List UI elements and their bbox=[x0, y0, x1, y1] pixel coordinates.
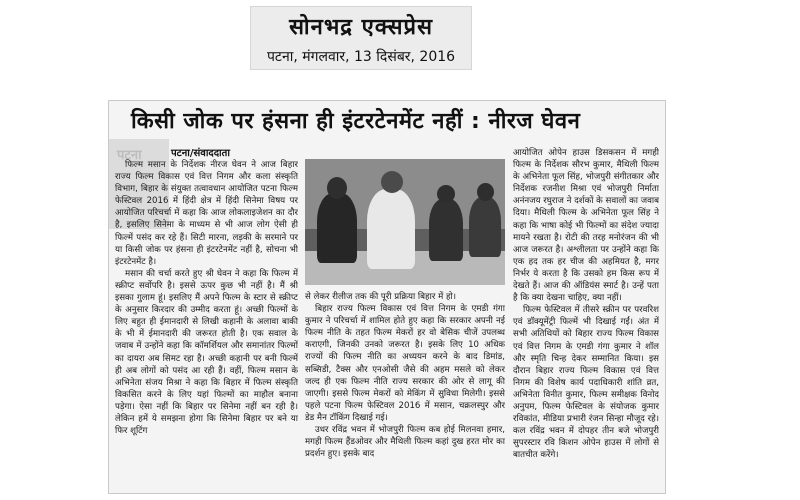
article-column-3 bbox=[513, 147, 659, 489]
newspaper-name: सोनभद्र एक्सप्रेस bbox=[289, 15, 433, 40]
photo-person bbox=[317, 193, 357, 263]
paragraph: बिहार राज्य फिल्म विकास एवं वित्त निगम के एमडी गंगा कुमार ने परिचर्चा में शामिल होते हुए कहा कि सरकार अपनी नई फिल्म नीति के तहत फिल्म मेकरों हर वो बेसिक चीजें उपलब्ध कराएगी, जिनकी उनको जरूरत है। इसके लिए 10 अधिक राज्यों की फिल्म नीति का अध्ययन करने के बाद डिमांड, सब्सिडी, टैक्स और एनओसी जैसे की अहम मसले को लेकर जल्द ही एक फिल्म नीति राज्य सरकार की ओर से लागू की जाएगी। इससे फिल्म मेकरों को मेकिंग में सुविधा मिलेगी। इससे पहले पटना फिल्म फेस्टिवल 2016 में मसान, चक्रलस्पुर और डेड मैन टॉकिंग दिखाई गई। bbox=[305, 304, 505, 423]
paragraph: आयोजित ओपेन हाउस डिसकसन में मगही फिल्म के निर्देशक सौरभ कुमार, मैथिली फिल्म के अभिनेता फूल सिंह, भोजपुरी संगीतकार और निर्देशक रजनीश मिश्रा एवं भोजपुरी निर्माता अनंनजय रघुराज ने दर्शकों के सवालों का जवाब दिया। मैथिली फिल्म के अभिनेता फूल सिंह ने कहा कि भाषा कोई भी फिल्मों का संदेश ज्यादा मायने रखता है। रोटी की तरह मनोरंजन की भी आज जरूरत है। अश्लीलता पर उन्होंने कहा कि एक हद तक हर चीज की अहमियत है, मगर निर्भर ये करता है कि उसको हम किस रूप में देखते हैं। आज की ऑडियंस स्मार्ट है। उन्हें पता है कि क्या देखना चाहिए, क्या नहीं। bbox=[513, 148, 659, 304]
photo-person bbox=[469, 197, 501, 257]
newspaper-masthead bbox=[250, 6, 472, 70]
photo-person bbox=[367, 189, 415, 269]
photo-person-head bbox=[327, 177, 347, 199]
paragraph: उधर रविंद्र भवन में भोजपुरी फिल्म कब होई मिलनवा हमार, मगही फिल्म हैंडओवर और मैथिली फिल्म कहां दुख हरत मोर का प्रदर्शन हुए। इसके बाद bbox=[305, 425, 505, 460]
article-byline: पटना/संवाददाता bbox=[171, 148, 230, 159]
article-headline: किसी जोक पर हंसना ही इंटरटेनमेंट नहीं : नीरज घेवन bbox=[131, 109, 581, 134]
article-column-1 bbox=[115, 159, 298, 489]
photo-person-head bbox=[437, 185, 455, 203]
article-column-2 bbox=[305, 291, 505, 489]
photo-person-head bbox=[477, 183, 494, 201]
paragraph: से लेकर रीलीज तक की पूरी प्रक्रिया बिहार में हो। bbox=[305, 292, 457, 302]
paragraph: मसान की चर्चा करते हुए श्री घेवन ने कहा कि फिल्म में स्क्रीप्ट सर्वोपरि है। इससे ऊपर कुछ भी नहीं है। मैं श्री इसका गुलाम हूं। इसलिए मैं अपने फिल्म के स्टार से स्क्रीप्ट के अनुसार किरदार की उम्मीद करता हूं। अच्छी फिल्मों के लिए बहुत ही ईमानदारी से लिखी कहानी के अलावा बाकी के भी में ईमानदारी की जरूरत होती है। एक सवाल के जवाब में उन्होंने कहा कि कॉमर्शियल और समानांतर फिल्मों का दायरा अब सिमट रहा है। अच्छी कहानी पर बनी फिल्में ही अब लोगों को पसंद आ रही हैं। वहीं, फिल्म मसान के अभिनेता संजय मिश्रा ने कहा कि बिहार में फिल्म संस्कृति विकसित करने के लिए यहां फिल्मों का माहौल बनाना पड़ेगा। ऐसा नहीं कि बिहार पर सिनेमा नहीं बन रही है। लेकिन हमें ये समझना होगा कि सिनेमा बिहार पर बने या फिर शूटिंग bbox=[115, 268, 298, 437]
paragraph: फिल्म फेस्टिवल में तीसरे स्क्रीन पर परवरिश एवं डॉक्यूमेंट्री फिल्में भी दिखाई गईं। अंत में सभी अतिथियों को बिहार राज्य फिल्म विकास एवं वित्त निगम के एमडी गंगा कुमार ने शॉल और स्मृति चिन्ह देकर सम्मानित किया। इस दौरान बिहार राज्य फिल्म विकास एवं वित्त निगम की विशेष कार्य पदाधिकारी शांति व्रत, अभिनेता विनीत कुमार, फिल्म समीक्षक विनोद अनुपम, फिल्म फेस्टिवल के संयोजक कुमार रविकांत, मीडिया प्रभारी रंजन सिन्हा मौजूद रहे। कल रविंद्र भवन में दोपहर तीन बजे भोजपुरी सुपरस्टार रवि किशन ओपेन हाउस में लोगों से बातचीत करेंगे। bbox=[513, 305, 659, 461]
news-clipping bbox=[108, 100, 666, 494]
article-photo bbox=[305, 159, 505, 285]
photo-person bbox=[429, 199, 463, 261]
shaded-block-text: पटना bbox=[117, 148, 142, 163]
photo-person-head bbox=[381, 171, 403, 193]
publication-date: पटना, मंगलवार, 13 दिसंबर, 2016 bbox=[266, 49, 456, 65]
paragraph: फिल्म मसान के निर्देशक नीरज घेवन ने आज बिहार राज्य फिल्म विकास एवं वित्त निगम और कला संस्कृति विभाग, बिहार के संयुक्त तत्वावधान आयोजित पटना फिल्म फेस्टिवल 2016 में हिंदी क्षेत्र में हिंदी सिनेमा विषय पर आयोजित परिचर्चा में कहा कि आज लोकलाइजेशन का दौर है, इसलिए सिनेमा के माध्यम से भी आज लोग ऐसी ही फिल्में पसंद कर रहे हैं। सिटी मारना, लड़की के सरमाने पर या किसी जोक पर हंसना ही इंटरटेनमेंट नहीं है, सोचना भी इंटरटेनमेंट है। bbox=[115, 160, 298, 267]
